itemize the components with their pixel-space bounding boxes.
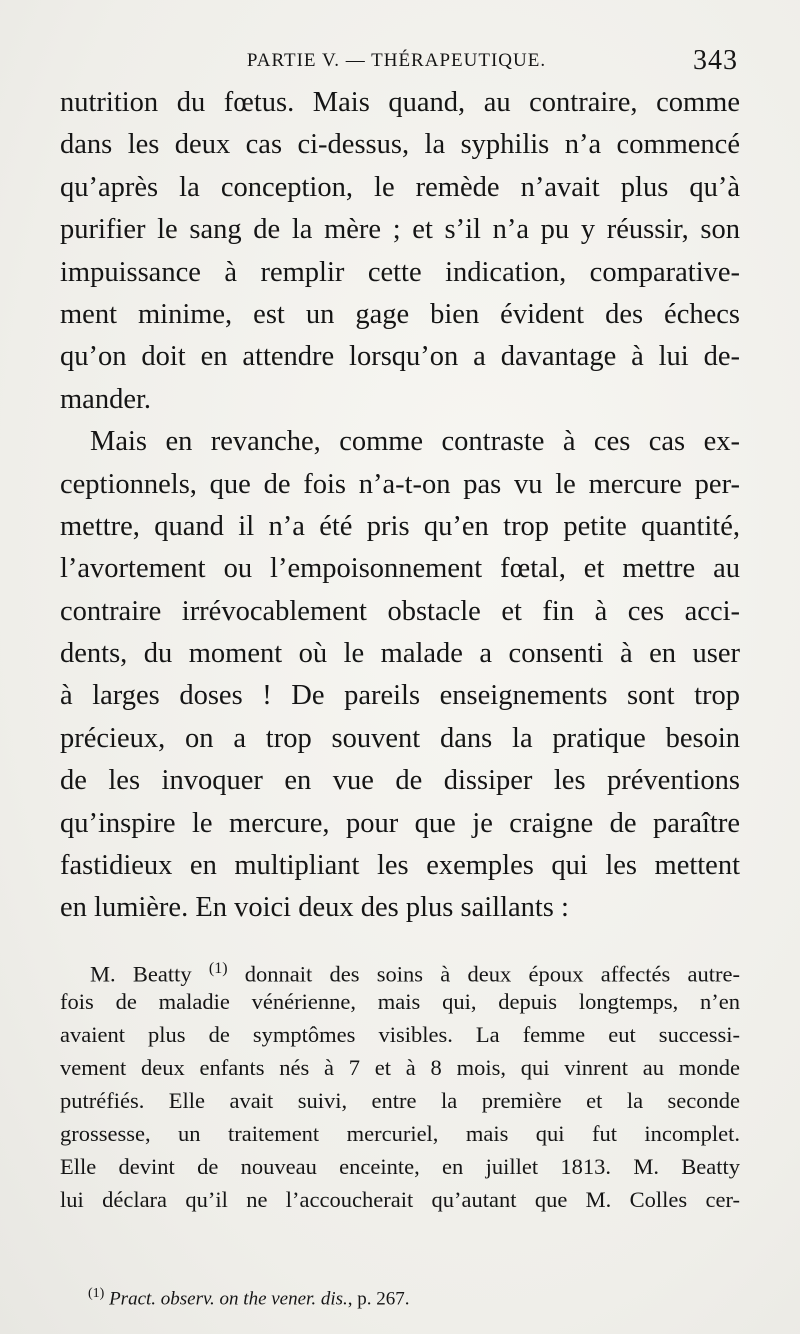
footnote-citation: Pract. observ. on the vener. dis. — [109, 1288, 348, 1310]
text-line: en lumière. En voici deux des plus saillants : — [60, 892, 569, 924]
text-line: dans les deux cas ci-dessus, la syphilis n’a commencé — [60, 129, 740, 161]
text-line: grossesse, un traitement mercuriel, mais qui fut incomplet. — [60, 1121, 740, 1146]
text-line: dents, du moment où le malade a consenti à en user — [60, 638, 740, 670]
text-line: mettre, quand il n’a été pris qu’en trop petite quantité, — [60, 510, 740, 542]
text-line: Mais en revanche, comme contraste à ces cas ex- — [90, 426, 740, 458]
paragraph-1 — [60, 82, 740, 421]
text-line: précieux, on a trop souvent dans la pratique besoin — [60, 722, 740, 754]
case-report-lead: M. Beatty — [90, 961, 209, 987]
case-report-lead-rest: donnait des soins à deux époux affectés autre- — [227, 961, 740, 987]
text-line: impuissance à remplir cette indication, comparative- — [60, 256, 740, 288]
text-line: putréfiés. Elle avait suivi, entre la première et la seconde — [60, 1088, 740, 1113]
text-line: contraire irrévocablement obstacle et fin à ces acci- — [60, 595, 740, 627]
text-line: l’avortement ou l’empoisonnement fœtal, et mettre au — [60, 553, 740, 585]
main-text — [60, 82, 740, 930]
text-line: mander. — [60, 383, 152, 415]
text-line: à larges doses ! De pareils enseignements sont trop — [60, 680, 740, 712]
text-line: Elle devint de nouveau enceinte, en juillet 1813. M. Beatty — [60, 1154, 740, 1179]
text-line: qu’après la conception, le remède n’avait plus qu’à — [60, 171, 740, 203]
paragraph-2 — [60, 421, 740, 930]
text-line: de les invoquer en vue de dissiper les préventions — [60, 765, 740, 797]
footnote-reference: (1) — [208, 960, 228, 977]
text-line: ceptionnels, que de fois n’a-t-on pas vu le mercure per- — [60, 468, 740, 500]
text-line: nutrition du fœtus. Mais quand, au contraire, comme — [60, 87, 740, 118]
page-number: 343 — [693, 45, 738, 76]
footnote-page: , p. 267. — [347, 1288, 410, 1310]
text-line: purifier le sang de la mère ; et s’il n’a pu y réussir, son — [60, 214, 740, 246]
text-line: fois de maladie vénérienne, mais qui, depuis longtemps, n’en — [60, 989, 740, 1014]
text-line: vement deux enfants nés à 7 et à 8 mois, qui vinrent au monde — [60, 1055, 740, 1080]
text-line: qu’inspire le mercure, pour que je craigne de paraître — [60, 807, 740, 839]
text-line: fastidieux en multipliant les exemples qui les mettent — [60, 850, 740, 882]
text-line: qu’on doit en attendre lorsqu’on a davantage à lui de- — [60, 341, 740, 373]
footnote — [88, 1286, 410, 1310]
case-report — [60, 952, 740, 1216]
text-line — [60, 952, 740, 985]
footnote-marker: (1) — [88, 1286, 105, 1301]
text-line: avaient plus de symptômes visibles. La femme eut successi- — [60, 1022, 740, 1047]
running-title: PARTIE V. — THÉRAPEUTIQUE. — [246, 50, 547, 71]
running-head — [60, 44, 738, 78]
text-line: lui déclara qu’il ne l’accoucherait qu’autant que M. Colles cer- — [60, 1187, 740, 1212]
text-line: ment minime, est un gage bien évident des échecs — [60, 298, 740, 330]
